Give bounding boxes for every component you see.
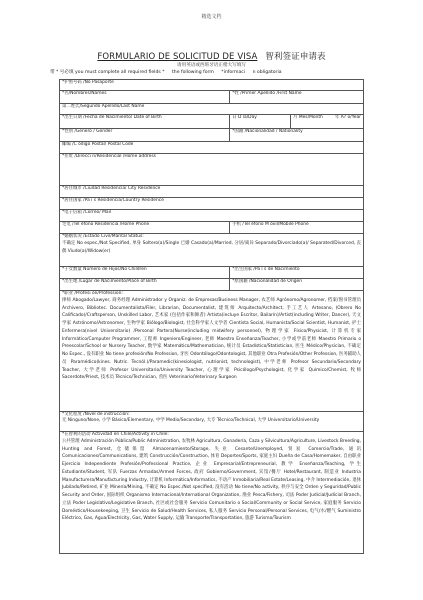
children-field[interactable] (60, 267, 230, 279)
activity-label: *在智利的活动 Actividad en Chile/Activity in Chile: (62, 432, 169, 437)
children-label: *子女数量 Número de Hijos/No Children (62, 267, 147, 272)
required-notice-part: n obligatoria (252, 70, 282, 75)
postal-code-label: 邮编 /C ódigo Postal/ Postal Code (62, 142, 134, 147)
nationality-label: *国籍 /Nacionalidad / Nationality (232, 129, 303, 134)
required-notice-part: the following form (171, 70, 214, 75)
form-title-chinese: 智利签证申请表 (265, 52, 326, 62)
profession-options: 律师 Abogado/Lawyer, 商务经理 Administrador y Organiz. de Empresas/Business Manager, 农艺师 Agrónomo/Agronomer, 档案/图书管理员 Archivero, Bibliotec. Documentalista/Filer, Librarian, Documentalist, 建筑师 Arquitecto/Architect, 手工艺人 Artesano, (Obrero No Calificado)/Craftsperson, Unskilled Labor, 艺术家 (包括作家和舞者) Artista(incluye Escritor, Bailarín)/Artist(including Writer, Dancer), 天文学家 Astrónomo/Astronomer, 生物学家 Biólogo/Biologist, 社会科学家人文学者 Cientista Social, Humanista/Social Scientist, Humanist, 护士 Enfermera(nivel Universitario) /Personal Partera(Nurse(including midwifery personnel), 物理学家 Físico/Physicist, 计算机专家 Informático/Computer Programmer, 工程师 Ingeniero/Engineer, 老师 Maestro Enseñanza/Teacher, 小学或学前老师 Maestro Primario o Preescolar/School or Nursery Teacher, 数学家 Matemático/Mathematician, 统计员 Estadístico/Statistician, 医生 Médico/Physician, 不确定 No Espec., 没有职业 No tiene profesión/No Profession, 牙医 Odontólogo/Odontologist, 其他职业 Otra Profesión/Other Profession, 医务辅助人员 Paramédico(kines. Nutric. Tecnól.)/Paramedic(kinesiologist, nutrionist, technologist), 中学老师 Profesor Secundario/Secondary Teacher, 大学老师 Profesor Universitario/University Teacher, 心理学家 Psicólogo/Psychologist, 化学家 Químico/Chemist, 牧师 Sacerdote/Priest, 技术员 Técnico/Technician, 兽医 Veterinario/Veterinary Surgeon (62, 297, 361, 381)
marital-status-label: *婚姻状况 /Estado Civil/Marital Status: (62, 234, 144, 239)
birth-country-label: *出生国家 /Pa í s de Nacimiento (232, 267, 300, 272)
passport-label: *护照号码 /No Pasaporte (62, 80, 114, 85)
second-surname-label: 第二姓氏/Segundo Apellido/Last Name (62, 104, 145, 109)
birthplace-field[interactable] (60, 279, 230, 291)
mobile-phone-field[interactable] (230, 222, 364, 234)
home-phone-label: 宅电 /Tel éfono Residencia /Home Phone (62, 222, 150, 227)
mobile-phone-label: 手机 /Tel éfono M óvil/Mobile Phone (232, 222, 309, 227)
dob-field (60, 115, 230, 129)
gender-field[interactable] (60, 129, 230, 142)
required-notice (50, 69, 288, 75)
dob-day-field[interactable] (230, 115, 291, 129)
origin-nationality-label: *原国籍 /Nacionalidad de Origen (232, 279, 302, 284)
form-subtitle: 请用英语或西班牙语正楷大写填写 (177, 63, 246, 68)
home-address-field[interactable] (60, 154, 364, 186)
education-field[interactable] (60, 412, 364, 432)
city-label: *居住城市 /Ciudad Residencia/ City Residence (62, 186, 161, 191)
dob-label: *出生日期 /Fecha de Nacimiento/ Date of Birth (62, 115, 162, 120)
country-label: *居住国家 /Pa í s Residencia/Country Residence (62, 198, 164, 203)
gender-label: *性别 /Genero / Gender (62, 129, 113, 134)
form-title (0, 50, 423, 62)
required-notice-part: *informaci (221, 70, 246, 75)
nationality-field[interactable] (230, 129, 364, 142)
names-field[interactable] (60, 91, 230, 104)
activity-options: 公共管理 Administración Pública/Public Administration, 农牧林 Agricultura, Ganadería, Caza y Silvicultura/Agriculture, Livestock Breeding, Hunting and Forest, 仓储保留 Almacenamiento/Storage, 失业 Cesante/Unemployed, 贸易 Comercio/Trade, 通讯 Comunicaciones/Communications, 建筑 Construcción/Construction, 体育 Deportes/Sports, 家庭主妇 Dueña de Casa/Homemaker, 自由职业 Ejercicio Independiente Profesión/Professional Practice, 企业 Empresarial/Entrepreneurial, 教学 Enseñanza/Teaching, 学生 Estudiante/Student, 军队 Fuerzas Armadas/Armed Forces, 政府 Gobierno/Government, 宾馆/餐厅 Hotel/Restaurant, 制造业 Industria Manufacturera/Manufacturing Industry, 计算机 Informática/Informatics, 不动产 Inmobiliaria/Real Estate/Leasing, 中介 Intermediación, 退休 Jubilado/Retired, 矿业 Minería/Mining, 不确定 No Espec./Not specified, 没有活动 No tiene/No activity, 秩序与安全 Orden y Seguridad/Public Security and Order, 国际组织 Organismo Internacional/International Organization, 渔业 Pesca/Fishery, 司法 Poder Judicial/Judicial Branch, 立法 Poder Legislativo/Legislative Branch, 社区或社会服务 Servicio Comunitario o Social/Community or Social Service, 家庭服务 Servicio Doméstico/Housekeeping, 卫生 Servicio de Salud/Health Services, 私人服务 Servicio Personal/Personal Services, 电气/水/燃气 Suministro Eléctrico, Gas, Agua/Electricity, Gas, Water Supply, 运输 Transporte/Transportation, 旅游 Turismo/Tourism (62, 438, 361, 522)
marital-status-options: 不确定 No espec./Not Specified, 单身 Soltero(a)/Single 已婚 Casado(a)/Married, 分居/离异 Separado/Divorciado(a)/ Separated/Divorced, 丧偶 Viudo(a)/Widow(er) (62, 240, 361, 254)
required-notice-part: 带 * 号必填 you must complete all required fields * (50, 70, 165, 75)
email-label: *电子信箱 /Correo/ Mail (62, 210, 112, 215)
country-field[interactable] (60, 198, 364, 210)
second-surname-field[interactable] (60, 104, 364, 115)
postal-code-field[interactable] (60, 142, 364, 154)
birth-country-field[interactable] (230, 267, 364, 279)
page-header-note: 精选文档 (201, 14, 222, 20)
dob-month-year-field[interactable] (291, 115, 364, 129)
dob-month-label: 月 Mes/Month (293, 115, 323, 120)
activity-field[interactable] (60, 432, 364, 554)
education-label: *文化程度 /Nivel de instrucción: (62, 412, 130, 417)
home-address-label: *住址 /Direcci n/Residencial /Home address (62, 154, 156, 159)
surname-field[interactable] (230, 91, 364, 104)
city-field[interactable] (60, 186, 364, 198)
form-title-spanish: FORMULARIO DE SOLICITUD DE VISA (97, 52, 258, 62)
passport-field[interactable] (60, 80, 364, 91)
birthplace-label: *出生地 /Lugar de Nacimiento/Place of Birth (62, 279, 157, 284)
education-options: 无 Ninguno/None, 小学 Básico/Elementary, 中学 Medio/Secondary, 大专 Técnico/Technical, 大学 Universitario/University (62, 417, 320, 423)
visa-form-table (59, 79, 364, 554)
dob-year-label: 年 A? o/Year (335, 115, 361, 120)
home-phone-field[interactable] (60, 222, 230, 234)
email-field[interactable] (60, 210, 364, 222)
marital-status-field[interactable] (60, 234, 364, 267)
names-label: *名/Nombres/Names (62, 91, 107, 96)
dob-day-label: 日 D ía/Day (232, 115, 257, 120)
surname-label: *姓 /Primer Apellido /First Name (232, 91, 302, 96)
profession-label: *职业 /Profesi ón/Profession: (62, 291, 123, 296)
origin-nationality-field[interactable] (230, 279, 364, 291)
profession-field[interactable] (60, 291, 364, 412)
